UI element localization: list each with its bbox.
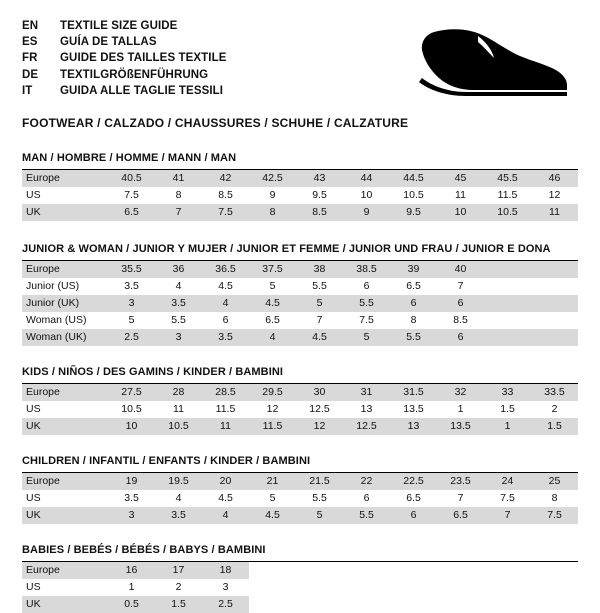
table-row — [22, 261, 578, 278]
language-code: ES — [22, 36, 38, 49]
table-row — [22, 170, 578, 187]
cell: 4.5 — [202, 278, 249, 295]
cell: 36.5 — [202, 261, 249, 278]
cell: 6.5 — [108, 204, 155, 221]
cell — [437, 596, 484, 613]
language-code: IT — [22, 84, 33, 97]
size-table-babies — [22, 562, 578, 613]
cell: 29.5 — [249, 384, 296, 401]
cell: 19.5 — [155, 473, 202, 490]
cell: 5 — [343, 329, 390, 346]
cell: 13 — [390, 418, 437, 435]
cell: 4 — [202, 295, 249, 312]
cell: 4.5 — [296, 329, 343, 346]
cell: 31.5 — [390, 384, 437, 401]
cell: 17 — [155, 562, 202, 579]
cell: 10 — [437, 204, 484, 221]
cell: 6.5 — [437, 507, 484, 524]
cell — [484, 312, 531, 329]
cell: 8.5 — [296, 204, 343, 221]
cell: 4.5 — [202, 490, 249, 507]
table-row — [22, 473, 578, 490]
cell: 10.5 — [108, 401, 155, 418]
cell: 4 — [249, 329, 296, 346]
cell: 1 — [108, 579, 155, 596]
cell: 10 — [343, 187, 390, 204]
section-babies — [22, 544, 578, 613]
cell: 6 — [437, 295, 484, 312]
cell: 5 — [249, 490, 296, 507]
cell: 5.5 — [296, 278, 343, 295]
cell: 42 — [202, 170, 249, 187]
cell: 21.5 — [296, 473, 343, 490]
cell: 5.5 — [155, 312, 202, 329]
cell: 12 — [249, 401, 296, 418]
cell: 13 — [343, 401, 390, 418]
cell: 25 — [531, 473, 578, 490]
table-row — [22, 329, 578, 346]
cell — [390, 579, 437, 596]
row-label: Europe — [22, 384, 108, 401]
cell: 16 — [108, 562, 155, 579]
cell: 13.5 — [390, 401, 437, 418]
table-row — [22, 418, 578, 435]
cell: 11 — [437, 187, 484, 204]
cell — [343, 562, 390, 579]
cell: 5.5 — [296, 490, 343, 507]
language-row — [22, 18, 227, 34]
cell: 8.5 — [437, 312, 484, 329]
cell: 44 — [343, 170, 390, 187]
cell: 10.5 — [390, 187, 437, 204]
cell: 40.5 — [108, 170, 155, 187]
row-label: Europe — [22, 562, 108, 579]
table-row — [22, 490, 578, 507]
cell: 27.5 — [108, 384, 155, 401]
document-header — [22, 18, 578, 102]
table-row — [22, 384, 578, 401]
language-title: TEXTILE SIZE GUIDE — [60, 20, 178, 32]
cell: 9 — [343, 204, 390, 221]
cell: 36 — [155, 261, 202, 278]
cell: 30 — [296, 384, 343, 401]
row-label: UK — [22, 204, 108, 221]
cell: 11.5 — [249, 418, 296, 435]
cell: 39 — [390, 261, 437, 278]
size-table-kids — [22, 384, 578, 435]
cell — [531, 295, 578, 312]
cell: 11 — [155, 401, 202, 418]
cell: 6.5 — [390, 490, 437, 507]
footwear-category-title: FOOTWEAR / CALZADO / CHAUSSURES / SCHUHE / CALZATURE — [22, 116, 409, 130]
cell: 11 — [531, 204, 578, 221]
cell — [437, 579, 484, 596]
cell: 3.5 — [155, 507, 202, 524]
cell: 7 — [437, 490, 484, 507]
cell: 7 — [484, 507, 531, 524]
cell: 5 — [296, 295, 343, 312]
cell: 13.5 — [437, 418, 484, 435]
section-title: CHILDREN / INFANTIL / ENFANTS / KINDER / BAMBINI — [22, 455, 578, 473]
cell: 7.5 — [202, 204, 249, 221]
cell: 4.5 — [249, 295, 296, 312]
cell: 1.5 — [484, 401, 531, 418]
cell: 43 — [296, 170, 343, 187]
table-row — [22, 187, 578, 204]
cell: 28.5 — [202, 384, 249, 401]
cell — [390, 562, 437, 579]
cell: 3 — [108, 295, 155, 312]
row-label: Junior (UK) — [22, 295, 108, 312]
language-title: GUIDE DES TAILLES TEXTILE — [60, 52, 227, 65]
cell — [531, 596, 578, 613]
cell — [249, 596, 296, 613]
cell: 22.5 — [390, 473, 437, 490]
row-label: Woman (UK) — [22, 329, 108, 346]
cell: 7.5 — [108, 187, 155, 204]
cell — [531, 562, 578, 579]
cell: 10.5 — [484, 204, 531, 221]
cell — [343, 596, 390, 613]
cell — [296, 596, 343, 613]
language-row — [22, 50, 227, 66]
cell: 8 — [531, 490, 578, 507]
cell: 28 — [155, 384, 202, 401]
language-code: EN — [22, 20, 39, 32]
cell — [531, 261, 578, 278]
language-title: GUIDA ALLE TAGLIE TESSILI — [60, 84, 224, 97]
cell: 7.5 — [343, 312, 390, 329]
cell: 46 — [531, 170, 578, 187]
cell: 2 — [531, 401, 578, 418]
cell: 6.5 — [249, 312, 296, 329]
cell: 37.5 — [249, 261, 296, 278]
cell: 7 — [437, 278, 484, 295]
table-row — [22, 312, 578, 329]
language-title-list — [22, 18, 227, 99]
section-title: BABIES / BEBÉS / BÉBÉS / BABYS / BAMBINI — [22, 544, 578, 562]
language-row — [22, 67, 227, 83]
size-table-man — [22, 170, 578, 221]
cell: 11 — [202, 418, 249, 435]
cell: 2 — [155, 579, 202, 596]
cell: 33.5 — [531, 384, 578, 401]
cell: 8 — [249, 204, 296, 221]
cell — [531, 329, 578, 346]
cell: 21 — [249, 473, 296, 490]
cell: 45 — [437, 170, 484, 187]
cell: 5.5 — [390, 329, 437, 346]
section-title: JUNIOR & WOMAN / JUNIOR Y MUJER / JUNIOR ET FEMME / JUNIOR UND FRAU / JUNIOR E DONA — [22, 243, 578, 261]
cell: 5 — [249, 278, 296, 295]
cell: 7.5 — [484, 490, 531, 507]
cell: 4 — [202, 507, 249, 524]
cell: 19 — [108, 473, 155, 490]
cell: 8 — [390, 312, 437, 329]
section-junior-woman — [22, 243, 578, 346]
cell: 2.5 — [108, 329, 155, 346]
cell: 5 — [108, 312, 155, 329]
cell: 5.5 — [343, 507, 390, 524]
cell — [390, 596, 437, 613]
cell: 12 — [531, 187, 578, 204]
cell: 12.5 — [343, 418, 390, 435]
cell: 12.5 — [296, 401, 343, 418]
table-row — [22, 204, 578, 221]
language-row — [22, 83, 227, 99]
cell: 38 — [296, 261, 343, 278]
cell: 10.5 — [155, 418, 202, 435]
table-row — [22, 401, 578, 418]
cell: 1.5 — [531, 418, 578, 435]
cell: 1.5 — [155, 596, 202, 613]
cell: 6.5 — [390, 278, 437, 295]
cell — [484, 562, 531, 579]
cell: 3 — [202, 579, 249, 596]
dress-shoe-icon — [382, 20, 572, 102]
cell — [484, 329, 531, 346]
cell: 35.5 — [108, 261, 155, 278]
cell: 38.5 — [343, 261, 390, 278]
cell: 44.5 — [390, 170, 437, 187]
cell — [249, 562, 296, 579]
row-label: UK — [22, 596, 108, 613]
table-row — [22, 579, 578, 596]
cell: 40 — [437, 261, 484, 278]
section-man — [22, 152, 578, 221]
size-table-children — [22, 473, 578, 524]
section-kids — [22, 366, 578, 435]
table-row — [22, 596, 578, 613]
cell: 6 — [343, 278, 390, 295]
table-row — [22, 562, 578, 579]
cell: 3.5 — [155, 295, 202, 312]
cell: 3.5 — [202, 329, 249, 346]
cell: 9.5 — [390, 204, 437, 221]
cell: 3.5 — [108, 490, 155, 507]
cell: 6 — [202, 312, 249, 329]
cell — [484, 596, 531, 613]
cell: 3 — [108, 507, 155, 524]
cell — [531, 579, 578, 596]
cell: 6 — [437, 329, 484, 346]
cell: 8 — [155, 187, 202, 204]
cell: 12 — [296, 418, 343, 435]
cell: 7 — [155, 204, 202, 221]
cell: 7.5 — [531, 507, 578, 524]
cell: 32 — [437, 384, 484, 401]
row-label: US — [22, 187, 108, 204]
cell — [343, 579, 390, 596]
cell — [296, 579, 343, 596]
language-title: TEXTILGRÖßENFÜHRUNG — [60, 68, 209, 81]
cell: 4 — [155, 490, 202, 507]
row-label: Europe — [22, 261, 108, 278]
cell: 6 — [390, 507, 437, 524]
language-title: GUÍA DE TALLAS — [60, 36, 157, 49]
cell — [484, 579, 531, 596]
section-title: MAN / HOMBRE / HOMME / MANN / MAN — [22, 152, 578, 170]
cell: 6 — [390, 295, 437, 312]
row-label: Junior (US) — [22, 278, 108, 295]
cell: 4.5 — [249, 507, 296, 524]
cell: 5.5 — [343, 295, 390, 312]
cell: 6 — [343, 490, 390, 507]
cell: 24 — [484, 473, 531, 490]
cell: 7 — [296, 312, 343, 329]
cell: 18 — [202, 562, 249, 579]
cell: 33 — [484, 384, 531, 401]
cell: 45.5 — [484, 170, 531, 187]
table-row — [22, 278, 578, 295]
language-row — [22, 34, 227, 50]
cell: 5 — [296, 507, 343, 524]
cell: 11.5 — [484, 187, 531, 204]
row-label: UK — [22, 507, 108, 524]
cell: 42.5 — [249, 170, 296, 187]
cell — [484, 278, 531, 295]
cell: 31 — [343, 384, 390, 401]
cell — [249, 579, 296, 596]
row-label: US — [22, 401, 108, 418]
cell: 1 — [437, 401, 484, 418]
cell: 0.5 — [108, 596, 155, 613]
cell — [484, 295, 531, 312]
row-label: UK — [22, 418, 108, 435]
cell: 11.5 — [202, 401, 249, 418]
section-title: KIDS / NIÑOS / DES GAMINS / KINDER / BAMBINI — [22, 366, 578, 384]
table-row — [22, 507, 578, 524]
section-children — [22, 455, 578, 524]
cell: 3.5 — [108, 278, 155, 295]
row-label: US — [22, 579, 108, 596]
cell: 1 — [484, 418, 531, 435]
cell: 10 — [108, 418, 155, 435]
table-row — [22, 295, 578, 312]
row-label: Europe — [22, 473, 108, 490]
cell: 9 — [249, 187, 296, 204]
language-code: DE — [22, 68, 39, 81]
cell: 22 — [343, 473, 390, 490]
cell — [531, 312, 578, 329]
cell: 8.5 — [202, 187, 249, 204]
cell: 3 — [155, 329, 202, 346]
cell: 4 — [155, 278, 202, 295]
row-label: US — [22, 490, 108, 507]
cell: 20 — [202, 473, 249, 490]
cell — [296, 562, 343, 579]
cell: 9.5 — [296, 187, 343, 204]
cell: 41 — [155, 170, 202, 187]
cell — [484, 261, 531, 278]
row-label: Europe — [22, 170, 108, 187]
cell — [531, 278, 578, 295]
row-label: Woman (US) — [22, 312, 108, 329]
cell — [437, 562, 484, 579]
cell: 2.5 — [202, 596, 249, 613]
language-code: FR — [22, 52, 38, 65]
size-table-junior-woman — [22, 261, 578, 346]
cell: 23.5 — [437, 473, 484, 490]
